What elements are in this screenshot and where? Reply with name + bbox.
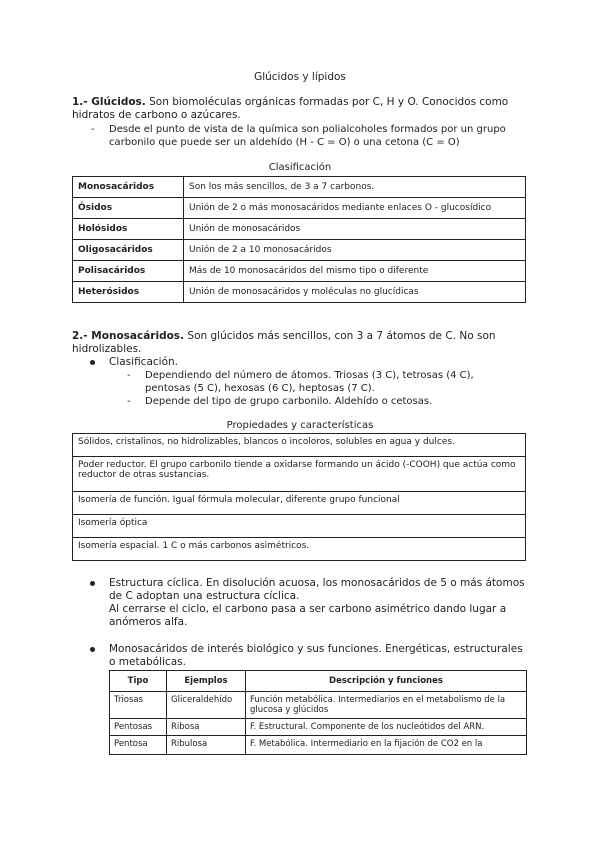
cyclic-line4: anómeros alfa.	[109, 616, 188, 628]
header-tipo: Tipo	[110, 671, 167, 692]
section1-dash-line1: Desde el punto de vista de la química son polialcoholes formados por un grupo	[109, 124, 506, 135]
classification-row	[73, 240, 526, 261]
section1-dash-line2: carbonilo que puede ser un aldehído (H - C = O) o una cetona (C = O)	[109, 137, 460, 148]
classification-name: Ósidos	[73, 198, 184, 219]
classification-name: Oligosacáridos	[73, 240, 184, 261]
function-ejemplo: Ribulosa	[167, 736, 246, 755]
classification-table	[72, 176, 526, 303]
property-row	[73, 434, 526, 457]
function-tipo: Pentosa	[110, 736, 167, 755]
section2-text-line1: Son glúcidos más sencillos, con 3 a 7 átomos de C. No son	[184, 330, 496, 342]
functions-table	[109, 670, 527, 755]
property-row	[73, 538, 526, 561]
section2-dash1-line1: Dependiendo del número de átomos. Triosas (3 C), tetrosas (4 C),	[145, 370, 474, 381]
classification-bullet	[109, 356, 178, 369]
function-row	[110, 736, 527, 755]
section1-text-line1: Son biomoléculas orgánicas formadas por C, H y O. Conocidos como	[145, 96, 509, 108]
section2-dash2: - Depende del tipo de grupo carbonilo. Aldehído o cetosas.	[145, 395, 530, 408]
header-descripcion: Descripción y funciones	[246, 671, 527, 692]
function-tipo: Triosas	[110, 692, 167, 719]
classification-caption: Clasificación	[268, 162, 332, 173]
page-title: Glúcidos y lípidos	[254, 71, 346, 83]
bio-line2: o metabólicas.	[109, 656, 186, 668]
function-ejemplo: Ribosa	[167, 719, 246, 736]
properties-table	[72, 433, 526, 561]
classification-desc: Más de 10 monosacáridos del mismo tipo o diferente	[184, 261, 526, 282]
function-ejemplo: Gliceraldehído	[167, 692, 246, 719]
section2-text-line2: hidrolizables.	[72, 343, 142, 355]
classification-name: Heterósidos	[73, 282, 184, 303]
function-row	[110, 719, 527, 736]
cyclic-line1: Estructura cíclica. En disolución acuosa, los monosacáridos de 5 o más átomos	[109, 577, 525, 589]
classification-desc: Unión de 2 o más monosacáridos mediante enlaces O - glucosídico	[184, 198, 526, 219]
section2-dash1-line2: pentosas (5 C), hexosas (6 C), heptosas (7 C).	[145, 383, 375, 394]
classification-name: Polisacáridos	[73, 261, 184, 282]
cyclic-line2: de C adoptan una estructura cíclica.	[109, 590, 300, 602]
section2-dash1: - Dependiendo del número de átomos. Triosas (3 C), tetrosas (4 C), pentosas (5 C), hexosas (6 C), heptosas (7 C).	[145, 369, 530, 395]
property-text: Sólidos, cristalinos, no hidrolizables, blancos o incoloros, solubles en agua y dulces.	[73, 434, 526, 457]
classification-desc: Son los más sencillos, de 3 a 7 carbonos.	[184, 177, 526, 198]
section1-heading: 1.- Glúcidos.	[72, 96, 146, 108]
section1-paragraph	[72, 96, 532, 122]
section2-paragraph	[72, 330, 532, 356]
section2-heading: 2.- Monosacáridos.	[72, 330, 185, 342]
classification-row	[73, 219, 526, 240]
property-text: Isomería espacial. 1 C o más carbonos asimétricos.	[73, 538, 526, 561]
function-desc: F. Metabólica. Intermediario en la fijación de CO2 en la	[246, 736, 527, 755]
classification-name: Monosacáridos	[73, 177, 184, 198]
section2-dash2-text: Depende del tipo de grupo carbonilo. Aldehído o cetosas.	[145, 396, 433, 407]
classification-row	[73, 198, 526, 219]
property-text: Isomería de función. Igual fórmula molecular, diferente grupo funcional	[73, 492, 526, 515]
classification-desc: Unión de monosacáridos y moléculas no glucídicas	[184, 282, 526, 303]
classification-desc: Unión de 2 a 10 monosacáridos	[184, 240, 526, 261]
header-ejemplos: Ejemplos	[167, 671, 246, 692]
bio-line1: Monosacáridos de interés biológico y sus funciones. Energéticas, estructurales	[109, 643, 523, 655]
property-text: Poder reductor. El grupo carbonilo tiende a oxidarse formando un ácido (-COOH) que actúa como reductor de otras sustancias.	[73, 457, 526, 492]
section1-dash-item: - Desde el punto de vista de la química son polialcoholes formados por un grupo carbonilo que puede ser un aldehído (H - C = O) o una cetona (C = O)	[109, 123, 529, 149]
classification-desc: Unión de monosacáridos	[184, 219, 526, 240]
biological-interest-bullet	[109, 643, 529, 669]
property-row	[73, 492, 526, 515]
classification-row	[73, 261, 526, 282]
property-text: Isomería óptica	[73, 515, 526, 538]
property-row	[73, 515, 526, 538]
function-desc: Función metabólica. Intermediarios en el metabolismo de la glucosa y glúcidos	[246, 692, 527, 719]
classification-name: Holósidos	[73, 219, 184, 240]
classification-row	[73, 177, 526, 198]
cyclic-structure-bullet	[109, 577, 529, 629]
function-row	[110, 692, 527, 719]
cyclic-line3: Al cerrarse el ciclo, el carbono pasa a ser carbono asimétrico dando lugar a	[109, 603, 507, 615]
classification-row	[73, 282, 526, 303]
property-row	[73, 457, 526, 492]
properties-caption: Propiedades y características	[226, 420, 374, 431]
section1-text-line2: hidratos de carbono o azúcares.	[72, 109, 241, 121]
classification-bullet-text: Clasificación.	[109, 356, 178, 368]
function-desc: F. Estructural. Componente de los nucleótidos del ARN.	[246, 719, 527, 736]
function-tipo: Pentosas	[110, 719, 167, 736]
